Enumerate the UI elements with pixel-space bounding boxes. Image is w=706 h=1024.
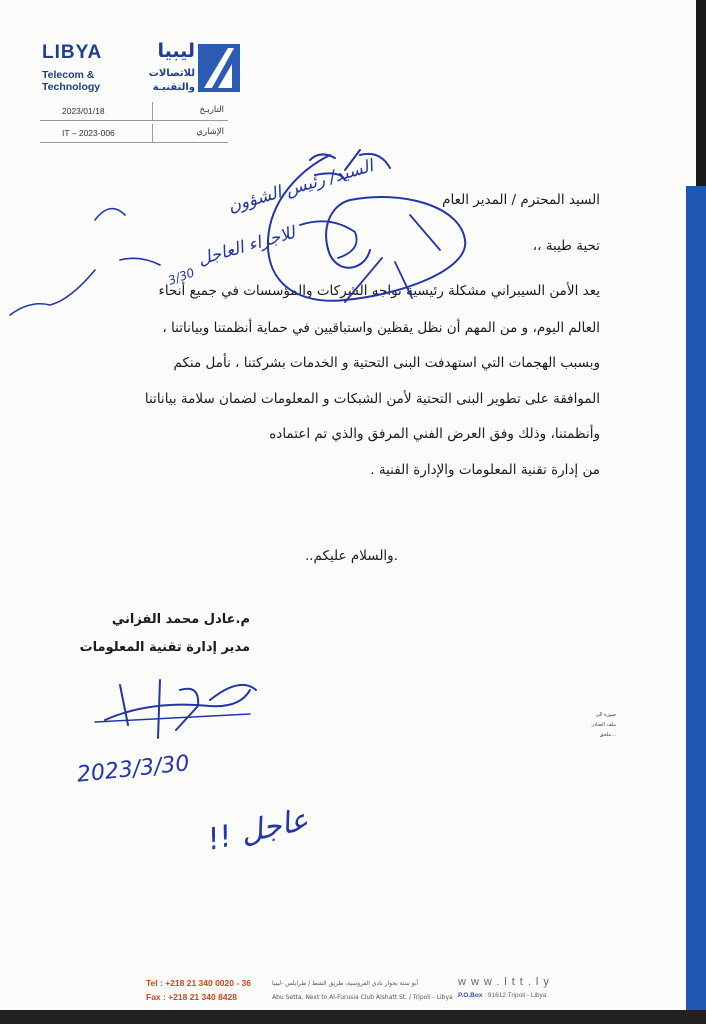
logo-arabic-name: ليبيا	[157, 40, 195, 62]
signer-name: م.عادل محمد الفزاني	[111, 612, 250, 627]
handwritten-note-line-1: السيد/ رئيس الشؤون	[225, 156, 376, 217]
footer-tel: Tel : +218 21 340 0020 - 36	[146, 978, 251, 988]
salutation: السيد المحترم / المدير العام	[442, 192, 600, 208]
reference-label: الإشاري	[196, 127, 224, 137]
handwritten-signature-date: 2023/3/30	[75, 751, 191, 788]
logo-arabic-sub-2: والتقنيـة	[152, 82, 195, 93]
logo-latin-sub-1: Telecom &	[42, 69, 95, 81]
body-line: الموافقة على تطوير البنى التحتية لأمن الشبكات و المعلومات لضمان سلامة بياناتنا	[144, 391, 600, 407]
side-accent-bar	[686, 186, 706, 1024]
scan-bottom-edge	[0, 1010, 706, 1024]
reference-value: IT – 2023-006	[62, 128, 115, 138]
body-line: وبسبب الهجمات التي استهدفت البنى التحتية و الخدمات بشركتنا ، نأمل منكم	[173, 355, 600, 371]
date-label: التاريـخ	[199, 105, 224, 115]
footer-po-value: : 91612 Tripoli - Libya	[484, 992, 547, 999]
handwritten-note-line-2: للاجراء العاجل	[195, 223, 298, 270]
closing: .والسلام عليكم..	[304, 548, 398, 564]
footer-po-label: P.O.Box	[458, 992, 483, 999]
body-line: من إدارة تقنية المعلومات والإدارة الفنية .	[370, 462, 600, 478]
logo-latin-sub-2: Technology	[42, 81, 101, 93]
footer-address-en: Abu Setta, Next to Al-Furusia Club Alshatt St. / Tripoli - Libya	[272, 994, 453, 1001]
body-line: العالم اليوم، و من المهم أن نظل يقظين واستباقيين في حماية أنظمتنا وبياناتنا ،	[162, 320, 600, 336]
handwritten-urgent: عاجل !!	[204, 802, 312, 858]
date-value: 2023/01/18	[62, 106, 105, 116]
footer-fax: Fax : +218 21 340 8428	[146, 992, 237, 1002]
signer-title: مدير إدارة تقنية المعلومات	[79, 640, 250, 655]
footer-website: www.ltt.ly	[458, 976, 554, 988]
distribution-line-1: صورة الى	[595, 712, 616, 718]
handwritten-note-date: 3/30	[166, 265, 197, 288]
footer-po-box	[458, 992, 546, 999]
distribution-line-2: ملف الصادر	[591, 722, 616, 728]
logo-arabic-sub-1: للاتصالات	[148, 68, 195, 79]
footer-address-ar: أبو ستة بجوار نادي الفروسية، طريق الشط / طرابلس -ليبيا	[272, 980, 419, 987]
greeting: تحية طيبة ،،	[532, 238, 600, 254]
body-line: وأنظمتنا، وذلك وفق العرض الفني المرفق والذي تم اعتماده	[269, 426, 600, 442]
body-line: يعد الأمن السيبراني مشكلة رئيسية تواجه الشركات والمؤسسات في جميع أنحاء	[158, 283, 600, 299]
logo-latin-name: LIBYA	[42, 42, 103, 63]
distribution-line-3: ...ملحق	[599, 732, 616, 738]
